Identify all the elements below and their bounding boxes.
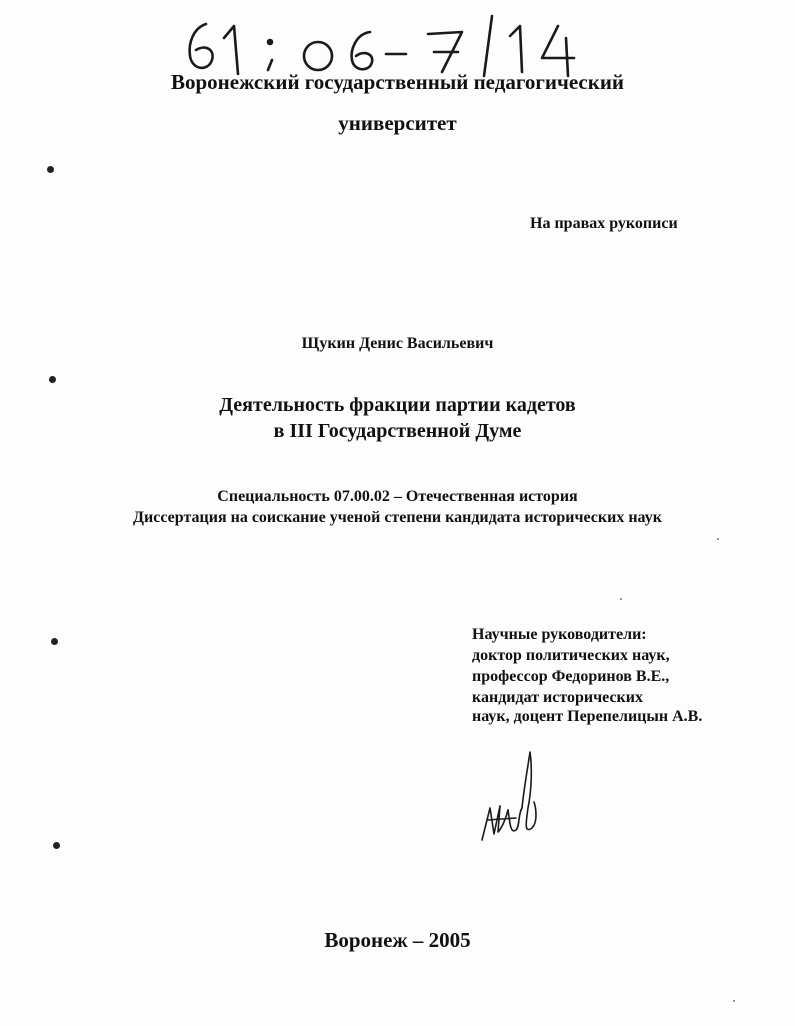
dissertation-degree: Диссертация на соискание ученой степени кандидата исторических наук (133, 509, 662, 526)
dissertation-title-line2: в III Государственной Думе (273, 420, 522, 442)
institution-name-line2: университет (338, 111, 457, 135)
scan-binding-mark (53, 842, 60, 849)
scan-speck (620, 598, 622, 600)
supervisor-line: кандидат исторических (472, 689, 643, 706)
supervisor-line: наук, доцент Перепелицын А.В. (472, 708, 703, 725)
supervisor-line: доктор политических наук, (472, 647, 670, 664)
supervisor-line: профессор Федоринов В.Е., (472, 668, 670, 685)
scan-binding-mark (47, 166, 54, 173)
scan-binding-mark (51, 638, 58, 645)
author-name: Щукин Денис Васильевич (301, 335, 494, 352)
manuscript-note: На правах рукописи (530, 215, 678, 232)
scan-speck (717, 538, 719, 540)
specialty: Специальность 07.00.02 – Отечественная история (217, 488, 578, 505)
scan-speck (733, 1000, 735, 1002)
dissertation-title-line1: Деятельность фракции партии кадетов (219, 394, 576, 416)
supervisors-heading: Научные руководители: (472, 626, 647, 643)
scan-binding-mark (49, 376, 56, 383)
handwritten-signature (476, 748, 556, 858)
institution-name-line1: Воронежский государственный педагогический (170, 70, 625, 94)
city-and-year: Воронеж – 2005 (324, 928, 471, 952)
